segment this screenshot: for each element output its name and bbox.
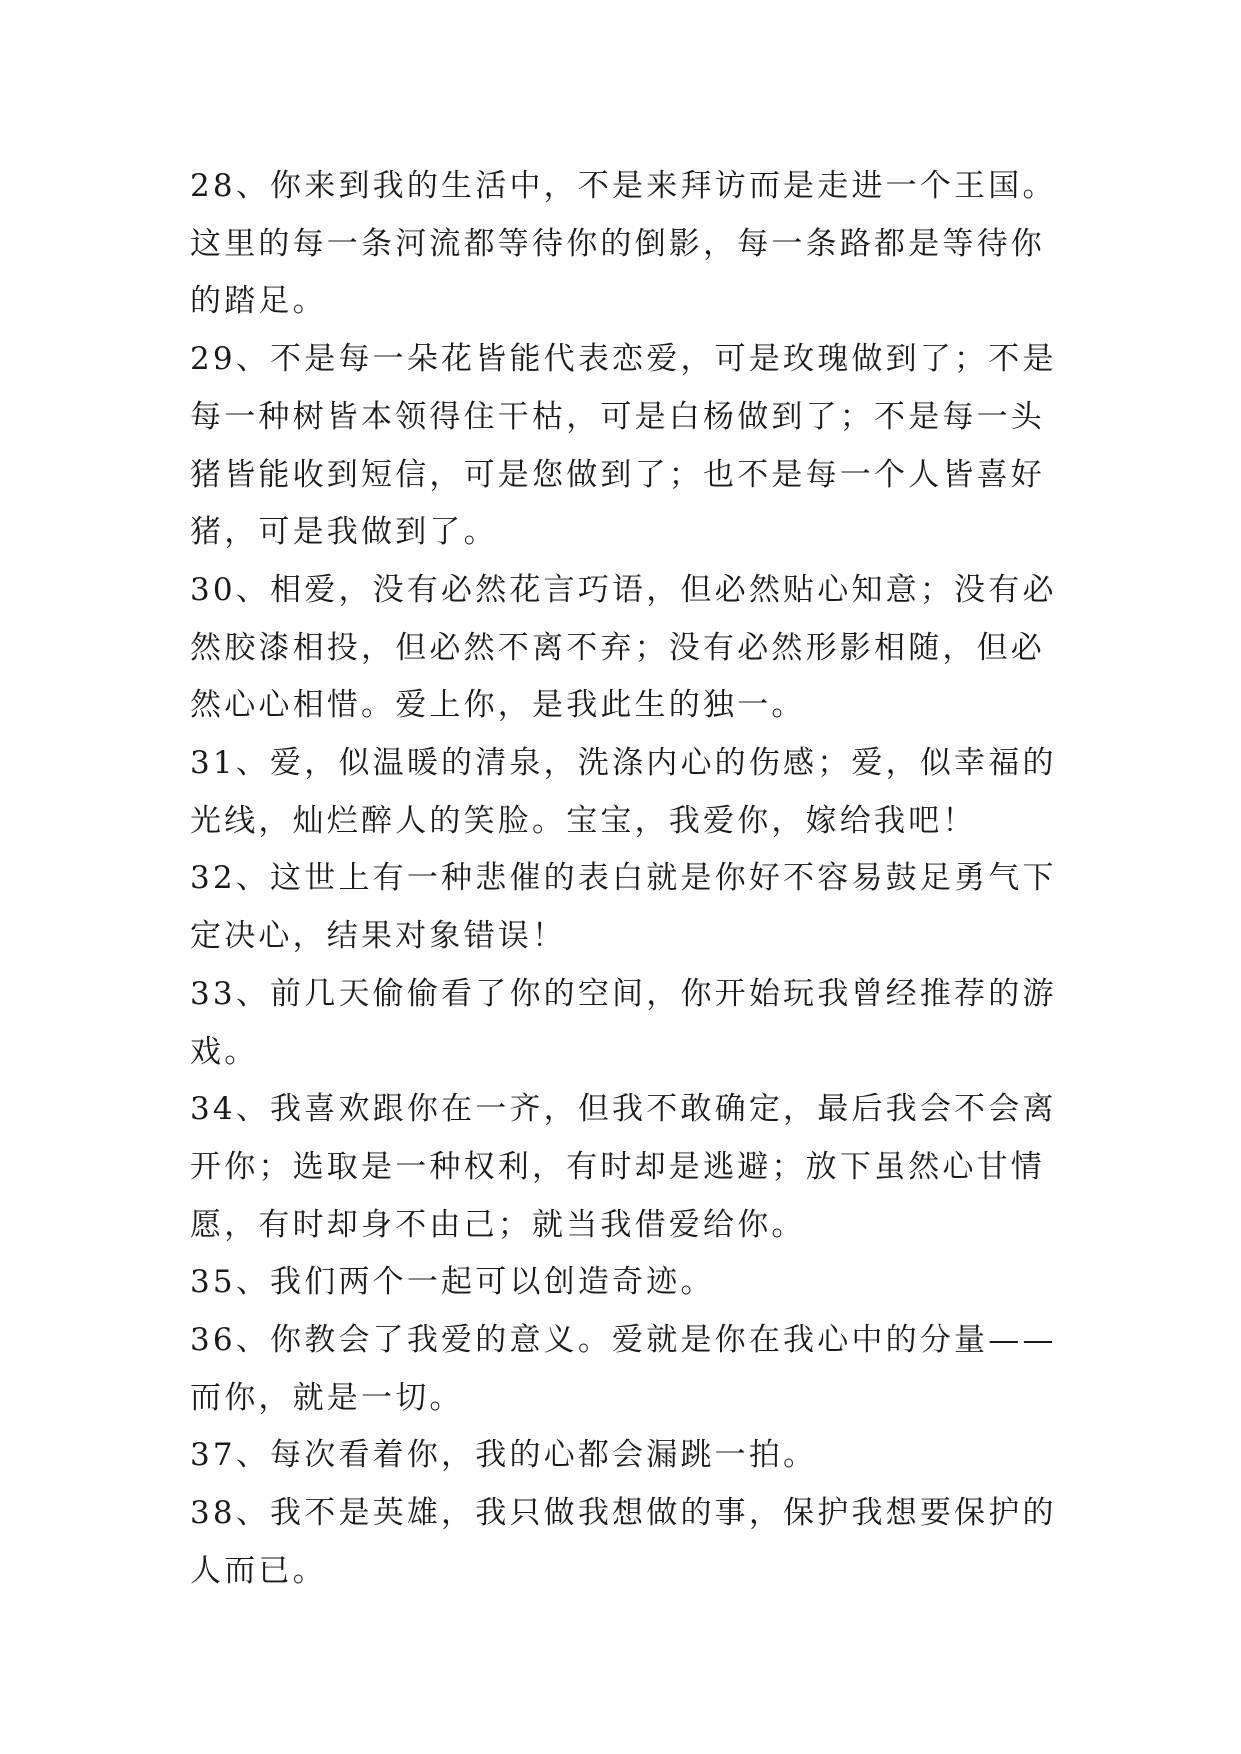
paragraph-36: 36、你教会了我爱的意义。爱就是你在我心中的分量——而你，就是一切。 [190,1322,1057,1416]
paragraph-29: 29、不是每一朵花皆能代表恋爱，可是玫瑰做到了；不是每一种树皆本领得住干枯，可是白杨做到了；不是每一头猪皆能收到短信，可是您做到了；也不是每一个人皆喜好猪，可是我做到了。 [190,341,1057,551]
paragraph-35: 35、我们两个一起可以创造奇迹。 [190,1264,715,1301]
paragraph-38: 38、我不是英雄，我只做我想做的事，保护我想要保护的人而已。 [190,1495,1057,1589]
document-body [190,158,1070,1601]
paragraph-31: 31、爱，似温暖的清泉，洗涤内心的伤感；爱，似幸福的光线，灿烂醉人的笑脸。宝宝，我爱你，嫁给我吧！ [190,745,1057,839]
paragraph-37: 37、每次看着你，我的心都会漏跳一拍。 [190,1437,818,1474]
paragraph-33: 33、前几天偷偷看了你的空间，你开始玩我曾经推荐的游戏。 [190,975,1057,1070]
paragraph-30: 30、相爱，没有必然花言巧语，但必然贴心知意；没有必然胶漆相投，但必然不离不弃；没有必然形影相随，但必然心心相惜。爱上你，是我此生的独一。 [190,571,1057,724]
paragraph-28: 28、你来到我的生活中，不是来拜访而是走进一个王国。这里的每一条河流都等待你的倒影，每一条路都是等待你的踏足。 [190,168,1057,320]
paragraph-32: 32、这世上有一种悲催的表白就是你好不容易鼓足勇气下定决心，结果对象错误！ [190,860,1057,955]
paragraph-34: 34、我喜欢跟你在一齐，但我不敢确定，最后我会不会离开你；选取是一种权利，有时却是逃避；放下虽然心甘情愿，有时却身不由己；就当我借爱给你。 [190,1091,1057,1243]
